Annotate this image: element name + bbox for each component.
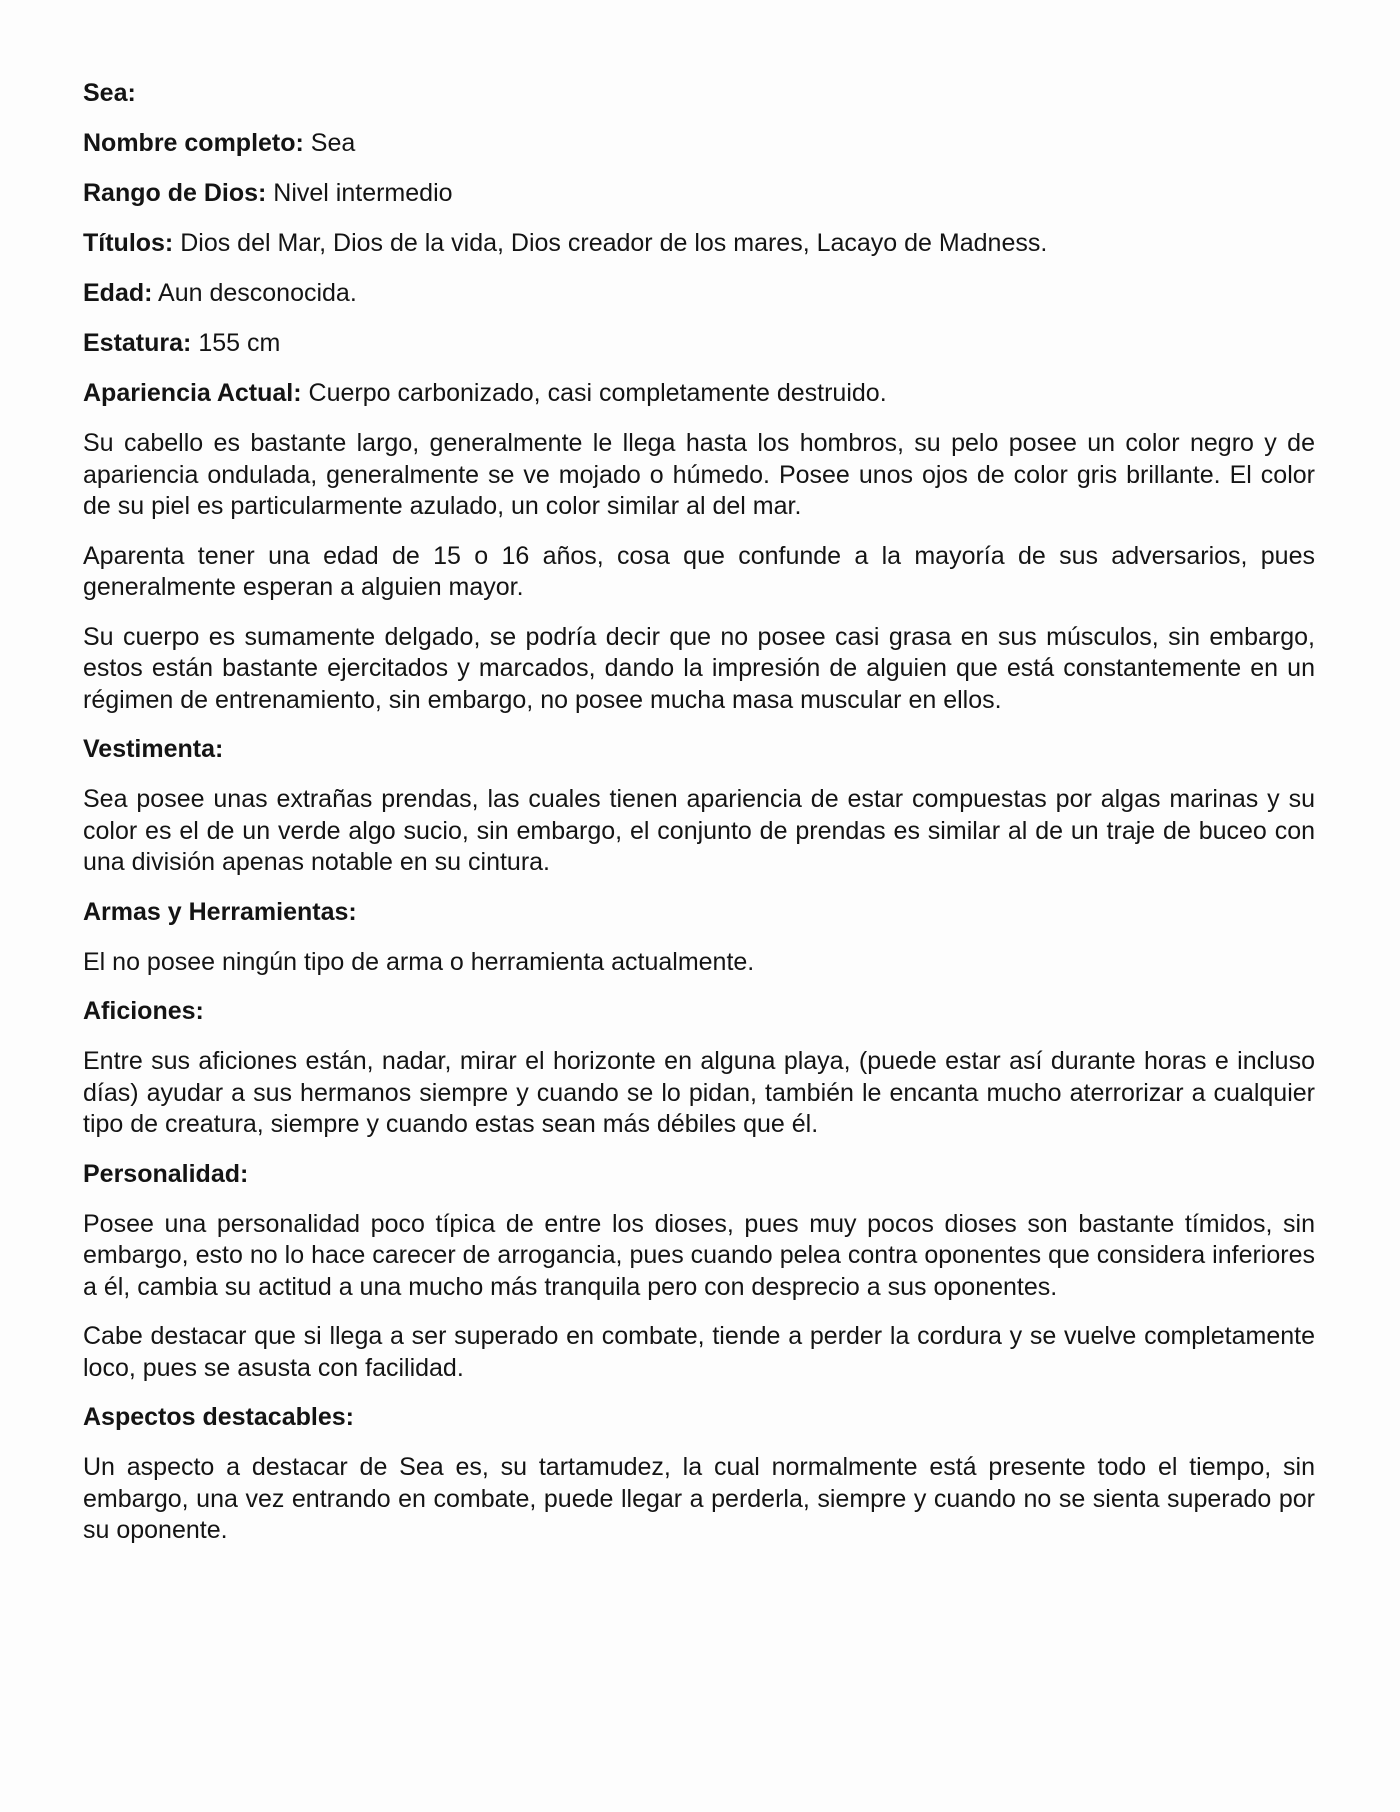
field-god-rank — [83, 178, 1315, 209]
field-label: Títulos: — [83, 229, 174, 257]
field-full-name — [83, 128, 1315, 159]
section-heading-personality: Personalidad: — [83, 1159, 249, 1188]
section-heading-hobbies: Aficiones: — [83, 997, 204, 1025]
field-value: Aun desconocida. — [152, 279, 357, 307]
document-body — [83, 78, 1315, 1565]
field-height — [83, 328, 1315, 359]
field-age — [83, 278, 1315, 309]
notable-paragraph: Un aspecto a destacar de Sea es, su tartamudez, la cual normalmente está presente todo el tiempo, sin embargo, una vez entrando en combate, puede llegar a perderla, siempre y cuando no se sienta superado por su oponente. — [83, 1453, 1315, 1544]
clothing-paragraph: Sea posee unas extrañas prendas, las cuales tienen apariencia de estar compuestas por algas marinas y su color es el de un verde algo sucio, sin embargo, el conjunto de prendas es similar al de un traje de buceo con una división apenas notable en su cintura. — [83, 785, 1315, 876]
field-value: Nivel intermedio — [266, 179, 453, 207]
field-value: Dios del Mar, Dios de la vida, Dios creador de los mares, Lacayo de Madness. — [173, 229, 1048, 257]
weapons-paragraph: El no posee ningún tipo de arma o herramienta actualmente. — [83, 947, 755, 976]
hobbies-paragraph: Entre sus aficiones están, nadar, mirar el horizonte en alguna playa, (puede estar así durante horas e incluso días) ayudar a sus hermanos siempre y cuando se lo pidan, también le encanta mucho aterrorizar a cualquier tipo de creatura, siempre y cuando estas sean más débiles que él. — [83, 1047, 1315, 1138]
field-label: Estatura: — [83, 329, 192, 357]
field-value: Sea — [303, 129, 356, 157]
field-value: Cuerpo carbonizado, casi completamente destruido. — [301, 379, 887, 407]
character-name-heading: Sea: — [83, 79, 136, 107]
personality-paragraph: Posee una personalidad poco típica de entre los dioses, pues muy pocos dioses son bastante tímidos, sin embargo, esto no lo hace carecer de arrogancia, pues cuando pelea contra oponentes que considera inferiores a él, cambia su actitud a una mucho más tranquila pero con desprecio a sus oponentes. — [83, 1209, 1315, 1301]
section-heading-weapons: Armas y Herramientas: — [83, 897, 357, 926]
field-titles — [83, 228, 1315, 259]
field-label: Rango de Dios: — [83, 179, 267, 207]
appearance-paragraph: Su cuerpo es sumamente delgado, se podría decir que no posee casi grasa en sus músculos, sin embargo, estos están bastante ejercitados y marcados, dando la impresión de alguien que está constantemente en un régimen de entrenamiento, sin embargo, no posee mucha masa muscular en ellos. — [83, 622, 1315, 714]
field-value: 155 cm — [191, 329, 281, 357]
field-label: Edad: — [83, 279, 153, 307]
field-current-appearance — [83, 378, 1315, 409]
personality-paragraph: Cabe destacar que si llega a ser superado en combate, tiende a perder la cordura y se vuelve completamente loco, pues se asusta con facilidad. — [83, 1322, 1315, 1382]
appearance-paragraph: Aparenta tener una edad de 15 o 16 años, cosa que confunde a la mayoría de sus adversarios, pues generalmente esperan a alguien mayor. — [83, 541, 1315, 601]
section-heading-clothing: Vestimenta: — [83, 735, 224, 763]
appearance-paragraph: Su cabello es bastante largo, generalmente le llega hasta los hombros, su pelo posee un color negro y de apariencia ondulada, generalmente se ve mojado o húmedo. Posee unos ojos de color gris brillante. El color de su piel es particularmente azulado, un color similar al del mar. — [83, 429, 1315, 520]
section-heading-notable: Aspectos destacables: — [83, 1403, 354, 1431]
field-label: Apariencia Actual: — [83, 379, 302, 407]
field-label: Nombre completo: — [83, 129, 304, 157]
